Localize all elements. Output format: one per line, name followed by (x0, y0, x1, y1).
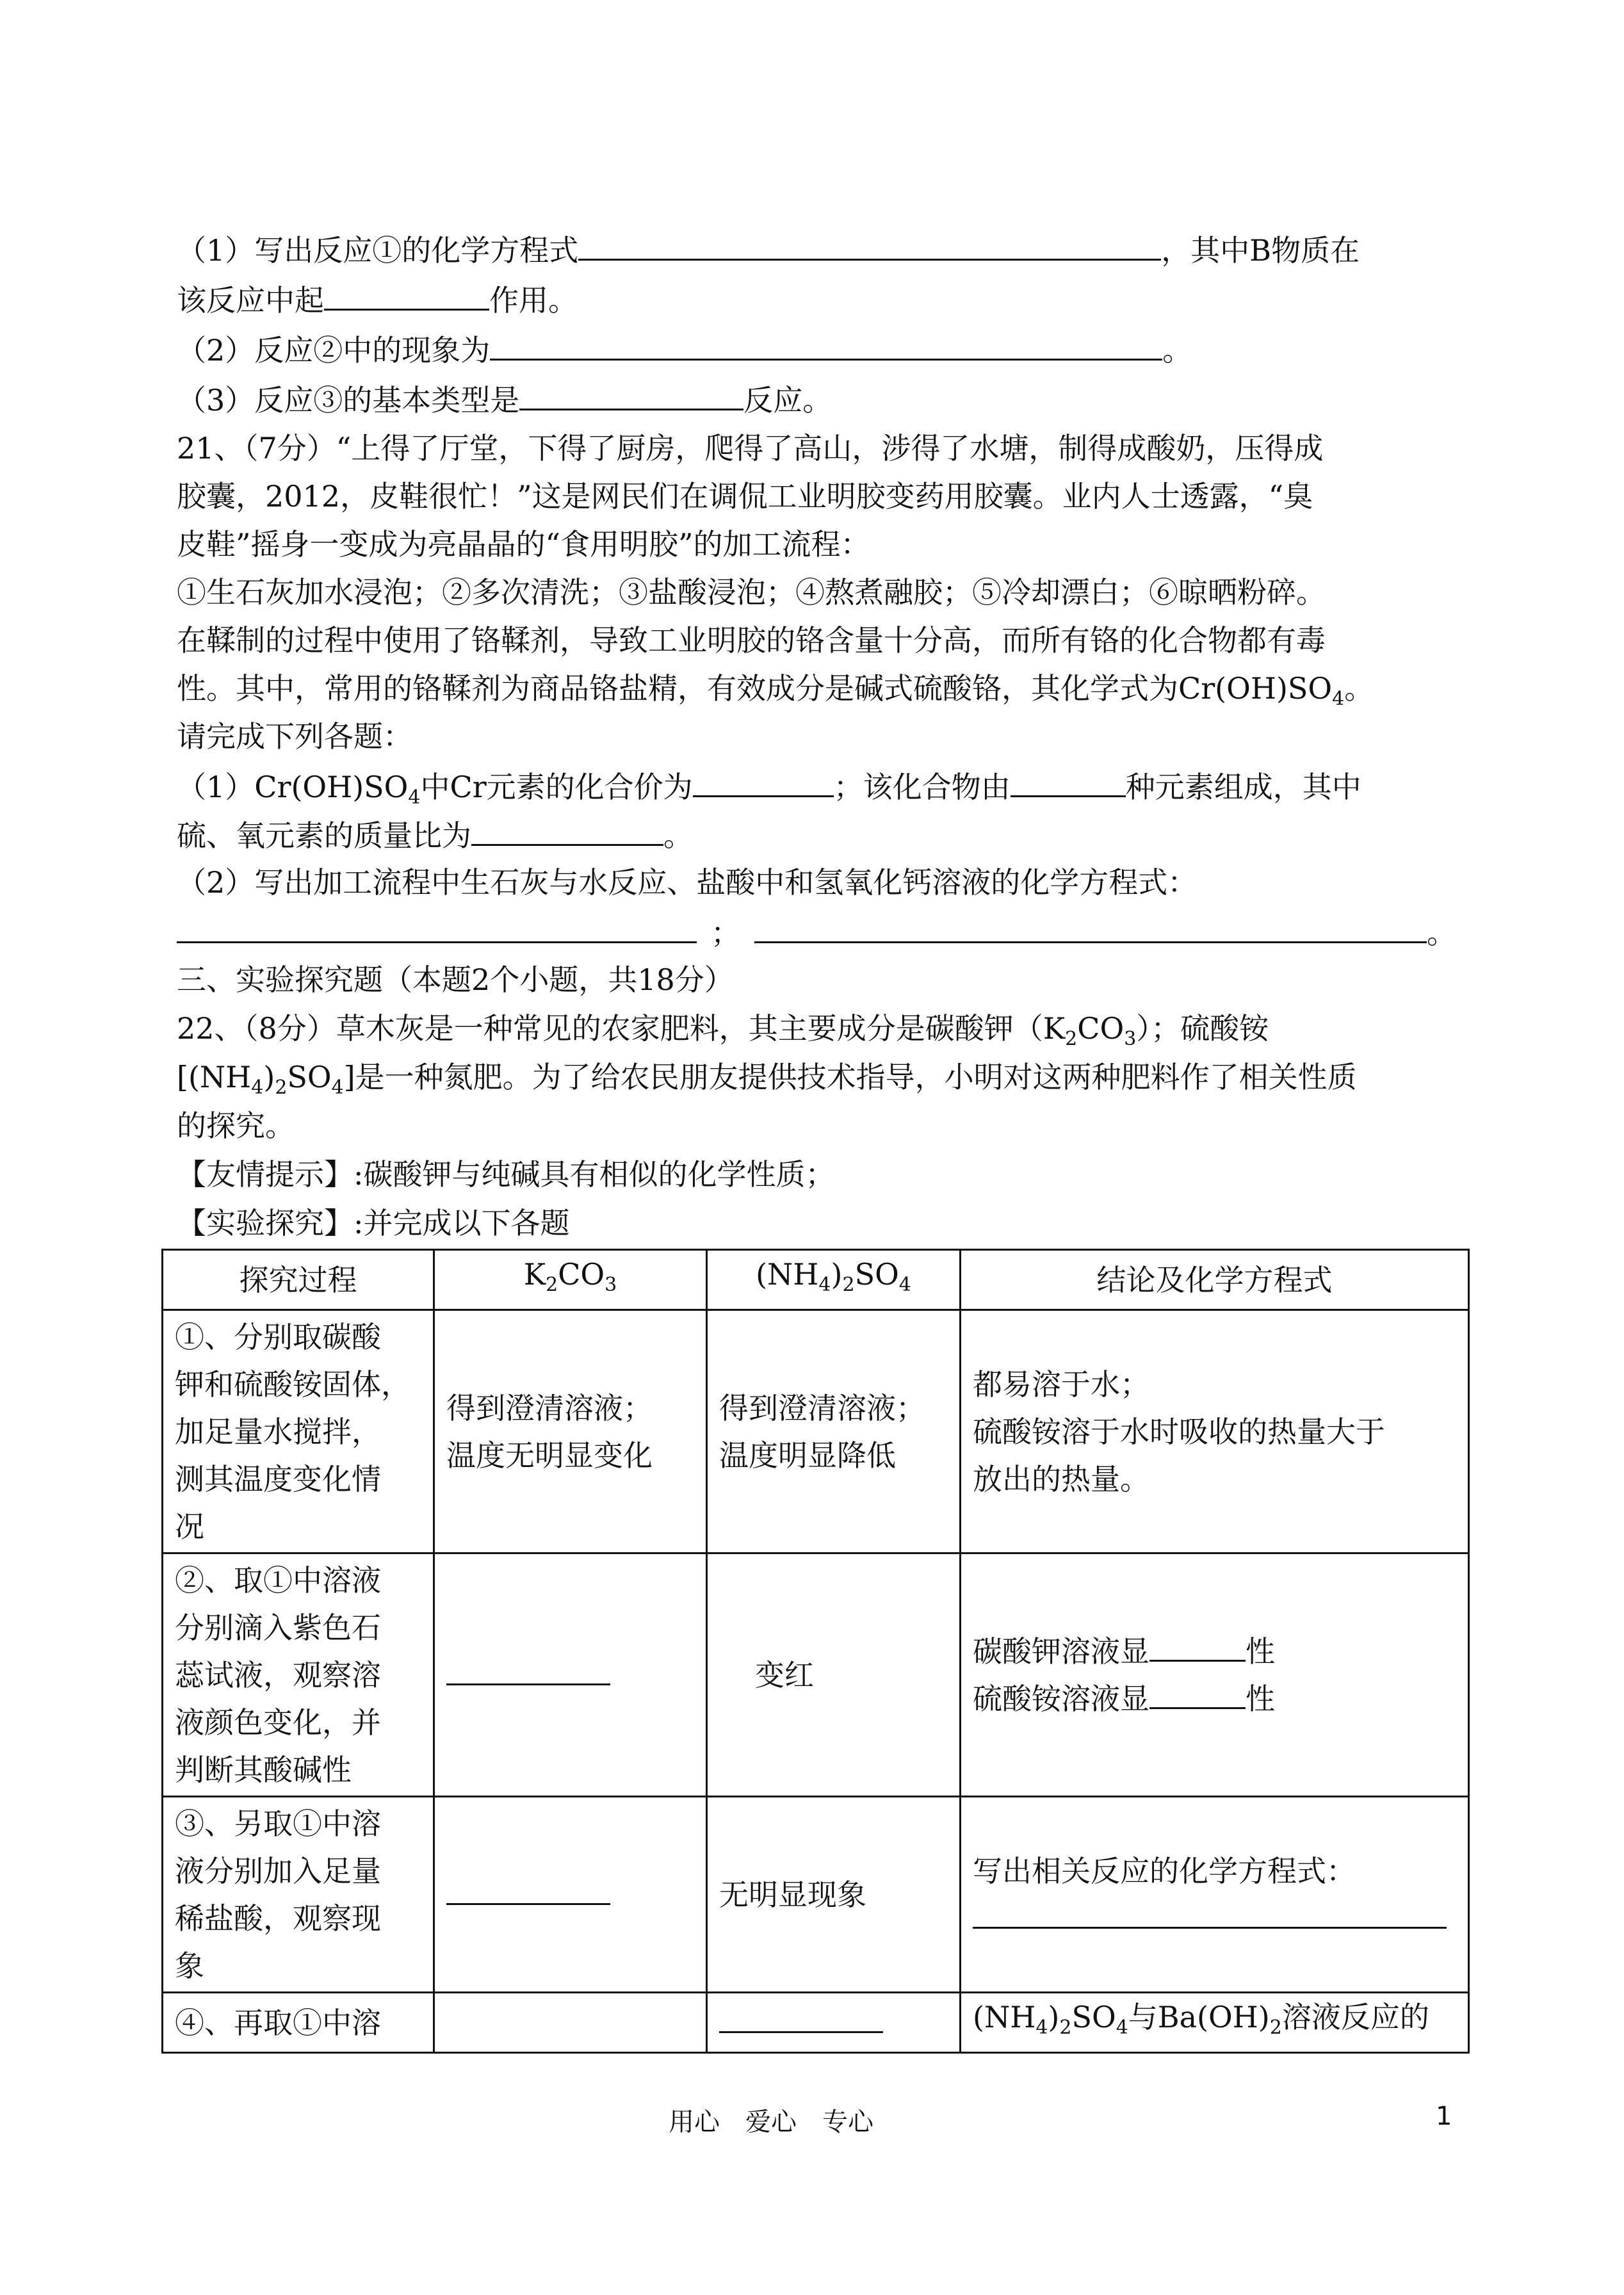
row3-conclusion (961, 1797, 1469, 1993)
q22-line2 (177, 1058, 1357, 1107)
q20-part3 (177, 379, 832, 419)
answer-blank[interactable] (519, 379, 743, 410)
q20-part1-line1 (177, 229, 1360, 270)
text: (NH (756, 1257, 819, 1292)
text: ) (831, 1257, 843, 1292)
text: ； (711, 916, 740, 950)
q21-line5: 在鞣制的过程中使用了铬鞣剂，导致工业明胶的铬含量十分高，而所有铬的化合物都有毒 (177, 623, 1326, 658)
section-3-title: 三、实验探究题（本题2个小题，共18分） (177, 962, 734, 997)
subscript: 2 (275, 1076, 288, 1099)
cell-line: 液颜色变化，并 (175, 1705, 381, 1740)
subscript: 2 (842, 1274, 855, 1296)
row4-conclusion (961, 1993, 1469, 2053)
q20-part1-line2 (177, 279, 578, 320)
answer-blank[interactable] (578, 229, 1161, 261)
q22-line3: 的探究。 (177, 1108, 295, 1143)
q21-line1: 21、（7分）“上得了厅堂，下得了厨房，爬得了高山，涉得了水塘，制得成酸奶，压得成 (177, 431, 1324, 466)
cell-line: 温度无明显变化 (446, 1438, 653, 1473)
row2-conclusion (961, 1553, 1469, 1797)
answer-blank[interactable] (177, 912, 697, 943)
row4-process: ④、再取①中溶 (163, 1993, 434, 2053)
row3-process (163, 1797, 434, 1993)
answer-blank[interactable] (754, 912, 1427, 943)
text: （3）反应③的基本类型是 (177, 383, 520, 418)
footer-motto: 用心 爱心 专心 (669, 2107, 873, 2137)
text: 中Cr元素的化合价为 (420, 770, 693, 804)
text: 性。其中，常用的铬鞣剂为商品铬盐精，有效成分是碱式硫酸铬，其化学式为Cr(OH)SO (177, 671, 1333, 706)
text: K (523, 1257, 546, 1292)
cell-line: 硫酸铵溶于水时吸收的热量大于 (973, 1414, 1385, 1449)
q21-line7: 请完成下列各题： (177, 719, 412, 754)
subscript: 4 (898, 1274, 911, 1296)
cell-line: 液分别加入足量 (175, 1853, 381, 1888)
subscript: 4 (408, 786, 421, 809)
subscript: 4 (331, 1076, 344, 1099)
text: ]是一种氮肥。为了给农民朋友提供技术指导，小明对这两种肥料作了相关性质 (343, 1060, 1357, 1094)
text: 。 (1427, 916, 1456, 950)
cell-line: 得到澄清溶液； (446, 1390, 653, 1425)
answer-blank[interactable] (446, 1654, 610, 1685)
q22-tip: 【友情提示】:碳酸钾与纯碱具有相似的化学性质； (177, 1157, 835, 1192)
q21-line2: 胶囊，2012，皮鞋很忙！”这是网民们在调侃工业明胶变药用胶囊。业内人士透露，“臭 (177, 479, 1313, 514)
answer-blank[interactable] (324, 279, 489, 311)
table-row (163, 1993, 1469, 2053)
q20-part2 (177, 329, 1192, 369)
text: SO (287, 1060, 332, 1094)
row3-k2co3 (434, 1797, 707, 1993)
row1-conclusion (961, 1310, 1469, 1553)
answer-blank[interactable] (446, 1874, 610, 1905)
cell-line: ②、取①中溶液 (175, 1562, 381, 1598)
cell-line: ①、分别取碳酸 (175, 1319, 381, 1354)
subscript: 2 (1269, 2016, 1282, 2039)
cell-line: 判断其酸碱性 (175, 1752, 352, 1787)
cell-line: ③、另取①中溶 (175, 1806, 381, 1841)
row1-k2co3 (434, 1310, 707, 1553)
page-number: 1 (1436, 2102, 1452, 2131)
text: 性 (1246, 1681, 1275, 1716)
text: SO (854, 1257, 899, 1292)
cell-line: 得到澄清溶液； (719, 1390, 925, 1425)
row2-nh4-2so4 (707, 1553, 961, 1797)
answer-blank[interactable] (1149, 1678, 1246, 1709)
subscript: 4 (818, 1274, 831, 1296)
text: SO (1071, 2000, 1116, 2034)
cell-line: 测其温度变化情 (175, 1461, 381, 1496)
q21-line6 (177, 669, 1374, 718)
q21-sub2-line2 (177, 912, 1456, 952)
text: [(NH (177, 1060, 252, 1094)
cell-line: 蕊试液，观察溶 (175, 1657, 381, 1692)
subscript: 4 (1035, 2016, 1048, 2039)
text: 该反应中起 (177, 283, 324, 318)
text: 。 (1162, 333, 1192, 368)
answer-blank[interactable] (973, 1897, 1447, 1929)
row1-nh4-2so4 (707, 1310, 961, 1553)
row2-process (163, 1553, 434, 1797)
cell-line: 温度明显降低 (719, 1438, 896, 1473)
subscript: 3 (1124, 1028, 1137, 1050)
text: 与Ba(OH) (1128, 2000, 1270, 2034)
q22-line1 (177, 1009, 1269, 1058)
cell-line: 都易溶于水； (973, 1366, 1149, 1402)
text: 溶液反应的 (1281, 2000, 1429, 2034)
cell-line: 加足量水搅拌， (175, 1414, 381, 1449)
subscript: 3 (605, 1274, 617, 1296)
cell-line (973, 1628, 1456, 1675)
q21-sub1-line1 (177, 766, 1361, 817)
cell-line: 写出相关反应的化学方程式： (973, 1853, 1356, 1888)
experiment-table (161, 1249, 1470, 2054)
text: ，其中B物质在 (1161, 233, 1360, 268)
table-row (163, 1310, 1469, 1553)
q21-line3: 皮鞋”摇身一变成为亮晶晶的“食用明胶”的加工流程： (177, 527, 870, 562)
text: 。 (663, 818, 693, 853)
q21-sub2-line1: （2）写出加工流程中生石灰与水反应、盐酸中和氢氧化钙溶液的化学方程式： (177, 865, 1198, 900)
text: 反应。 (743, 383, 832, 418)
subscript: 4 (1332, 688, 1345, 710)
answer-blank[interactable] (1149, 1630, 1246, 1662)
q21-line4: ①生石灰加水浸泡；②多次清洗；③盐酸浸泡；④熬煮融胶；⑤冷却漂白；⑥晾晒粉碎。 (177, 575, 1326, 610)
text: CO (1077, 1011, 1125, 1046)
cell-line: 象 (175, 1948, 204, 1983)
header-process: 探究过程 (163, 1250, 434, 1310)
subscript: 2 (1059, 2016, 1072, 2039)
cell-line: 稀盐酸，观察现 (175, 1901, 381, 1936)
cell-line (973, 1675, 1456, 1723)
cell-line: 钾和硫酸铵固体， (175, 1366, 410, 1402)
cell-line: 放出的热量。 (973, 1461, 1149, 1496)
answer-blank[interactable] (1011, 766, 1126, 797)
answer-blank[interactable] (471, 815, 663, 846)
text: 作用。 (489, 283, 578, 318)
subscript: 2 (1065, 1028, 1078, 1050)
text: CO (558, 1257, 605, 1292)
text: （1）Cr(OH)SO (177, 770, 409, 804)
row3-nh4-2so4: 无明显现象 (707, 1797, 961, 1993)
table-header-row (163, 1250, 1469, 1310)
subscript: 4 (251, 1076, 264, 1099)
text: 碳酸钾溶液显 (973, 1634, 1149, 1669)
row1-process (163, 1310, 434, 1553)
text: 性 (1246, 1634, 1275, 1669)
cell-line (973, 1895, 1456, 1942)
q21-sub1-line2 (177, 815, 693, 855)
text: （2）反应②中的现象为 (177, 333, 491, 368)
subscript: 2 (546, 1274, 558, 1296)
text: (NH (973, 2000, 1036, 2034)
cell-line: 分别滴入紫色石 (175, 1610, 381, 1645)
text: （1）写出反应①的化学方程式 (177, 233, 579, 268)
answer-blank[interactable] (490, 329, 1162, 361)
text: 种元素组成，其中 (1125, 770, 1361, 804)
row4-k2co3 (434, 1993, 707, 2053)
header-nh4-2so4 (707, 1250, 961, 1310)
cell-line: 况 (175, 1509, 204, 1544)
text: ) (1048, 2000, 1060, 2034)
text: 。 (1344, 671, 1374, 706)
table-row (163, 1553, 1469, 1797)
answer-blank[interactable] (719, 2002, 883, 2033)
text: 硫、氧元素的质量比为 (177, 818, 471, 853)
subscript: 4 (1116, 2016, 1128, 2039)
header-k2co3 (434, 1250, 707, 1310)
row2-k2co3 (434, 1553, 707, 1797)
text: 变红 (755, 1657, 814, 1692)
header-conclusion: 结论及化学方程式 (961, 1250, 1469, 1310)
text: ）；硫酸铵 (1136, 1011, 1269, 1046)
row4-nh4-2so4 (707, 1993, 961, 2053)
text: 22、（8分）草木灰是一种常见的农家肥料，其主要成分是碳酸钾（K (177, 1011, 1066, 1046)
text: ) (263, 1060, 275, 1094)
text: ；该化合物由 (833, 770, 1011, 804)
q22-explore: 【实验探究】:并完成以下各题 (177, 1206, 570, 1240)
table-row (163, 1797, 1469, 1993)
text: 硫酸铵溶液显 (973, 1681, 1149, 1716)
answer-blank[interactable] (693, 766, 834, 797)
